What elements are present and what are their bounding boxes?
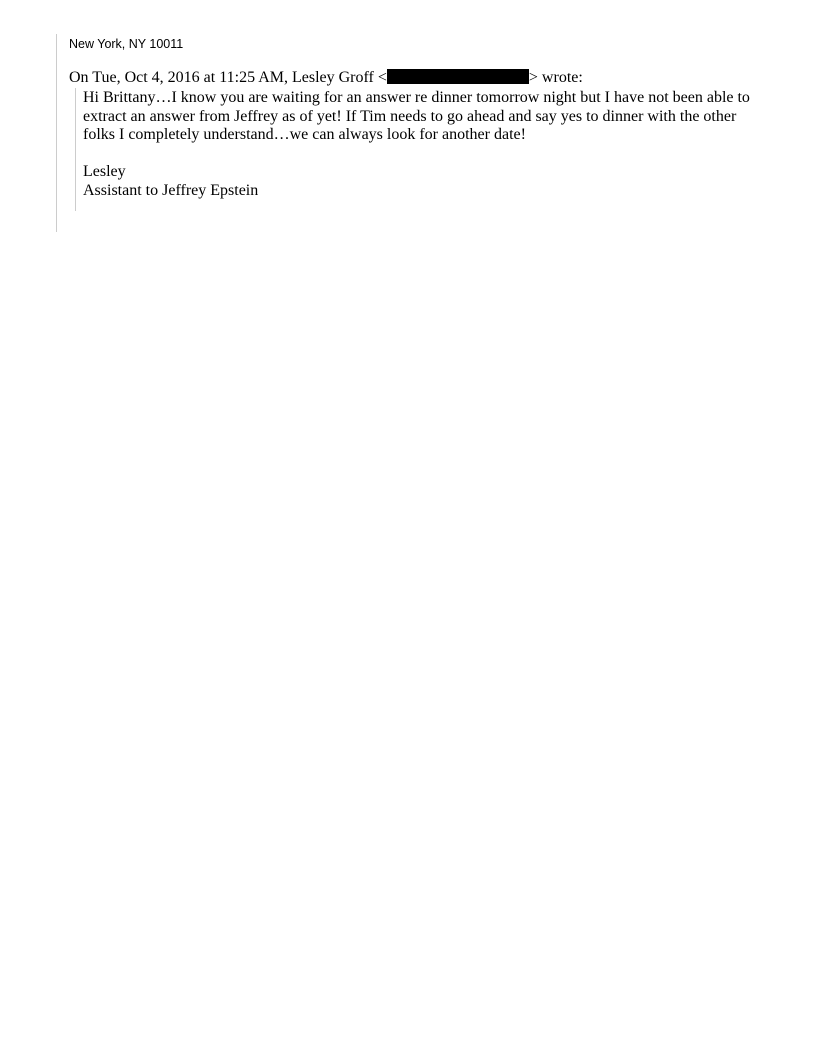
body-line-3: folks I completely understand…we can always look for another date! [83,126,526,143]
redacted-email-address [387,69,529,84]
reply-attribution [69,68,583,87]
paragraph-gap [83,145,773,164]
address-line: New York, NY 10011 [69,37,184,51]
body-line-1: Hi Brittany…I know you are waiting for an answer re dinner tomorrow night but I have not been able to [83,89,750,106]
attribution-prefix: On Tue, Oct 4, 2016 at 11:25 AM, Lesley Groff < [69,69,387,86]
attribution-suffix: > wrote: [528,69,583,86]
signature-title: Assistant to Jeffrey Epstein [83,181,259,199]
signature-name: Lesley [83,163,126,180]
body-line-2: extract an answer from Jeffrey as of yet! If Tim needs to go ahead and say yes to dinner with the other [83,107,737,125]
message-body [83,89,773,200]
